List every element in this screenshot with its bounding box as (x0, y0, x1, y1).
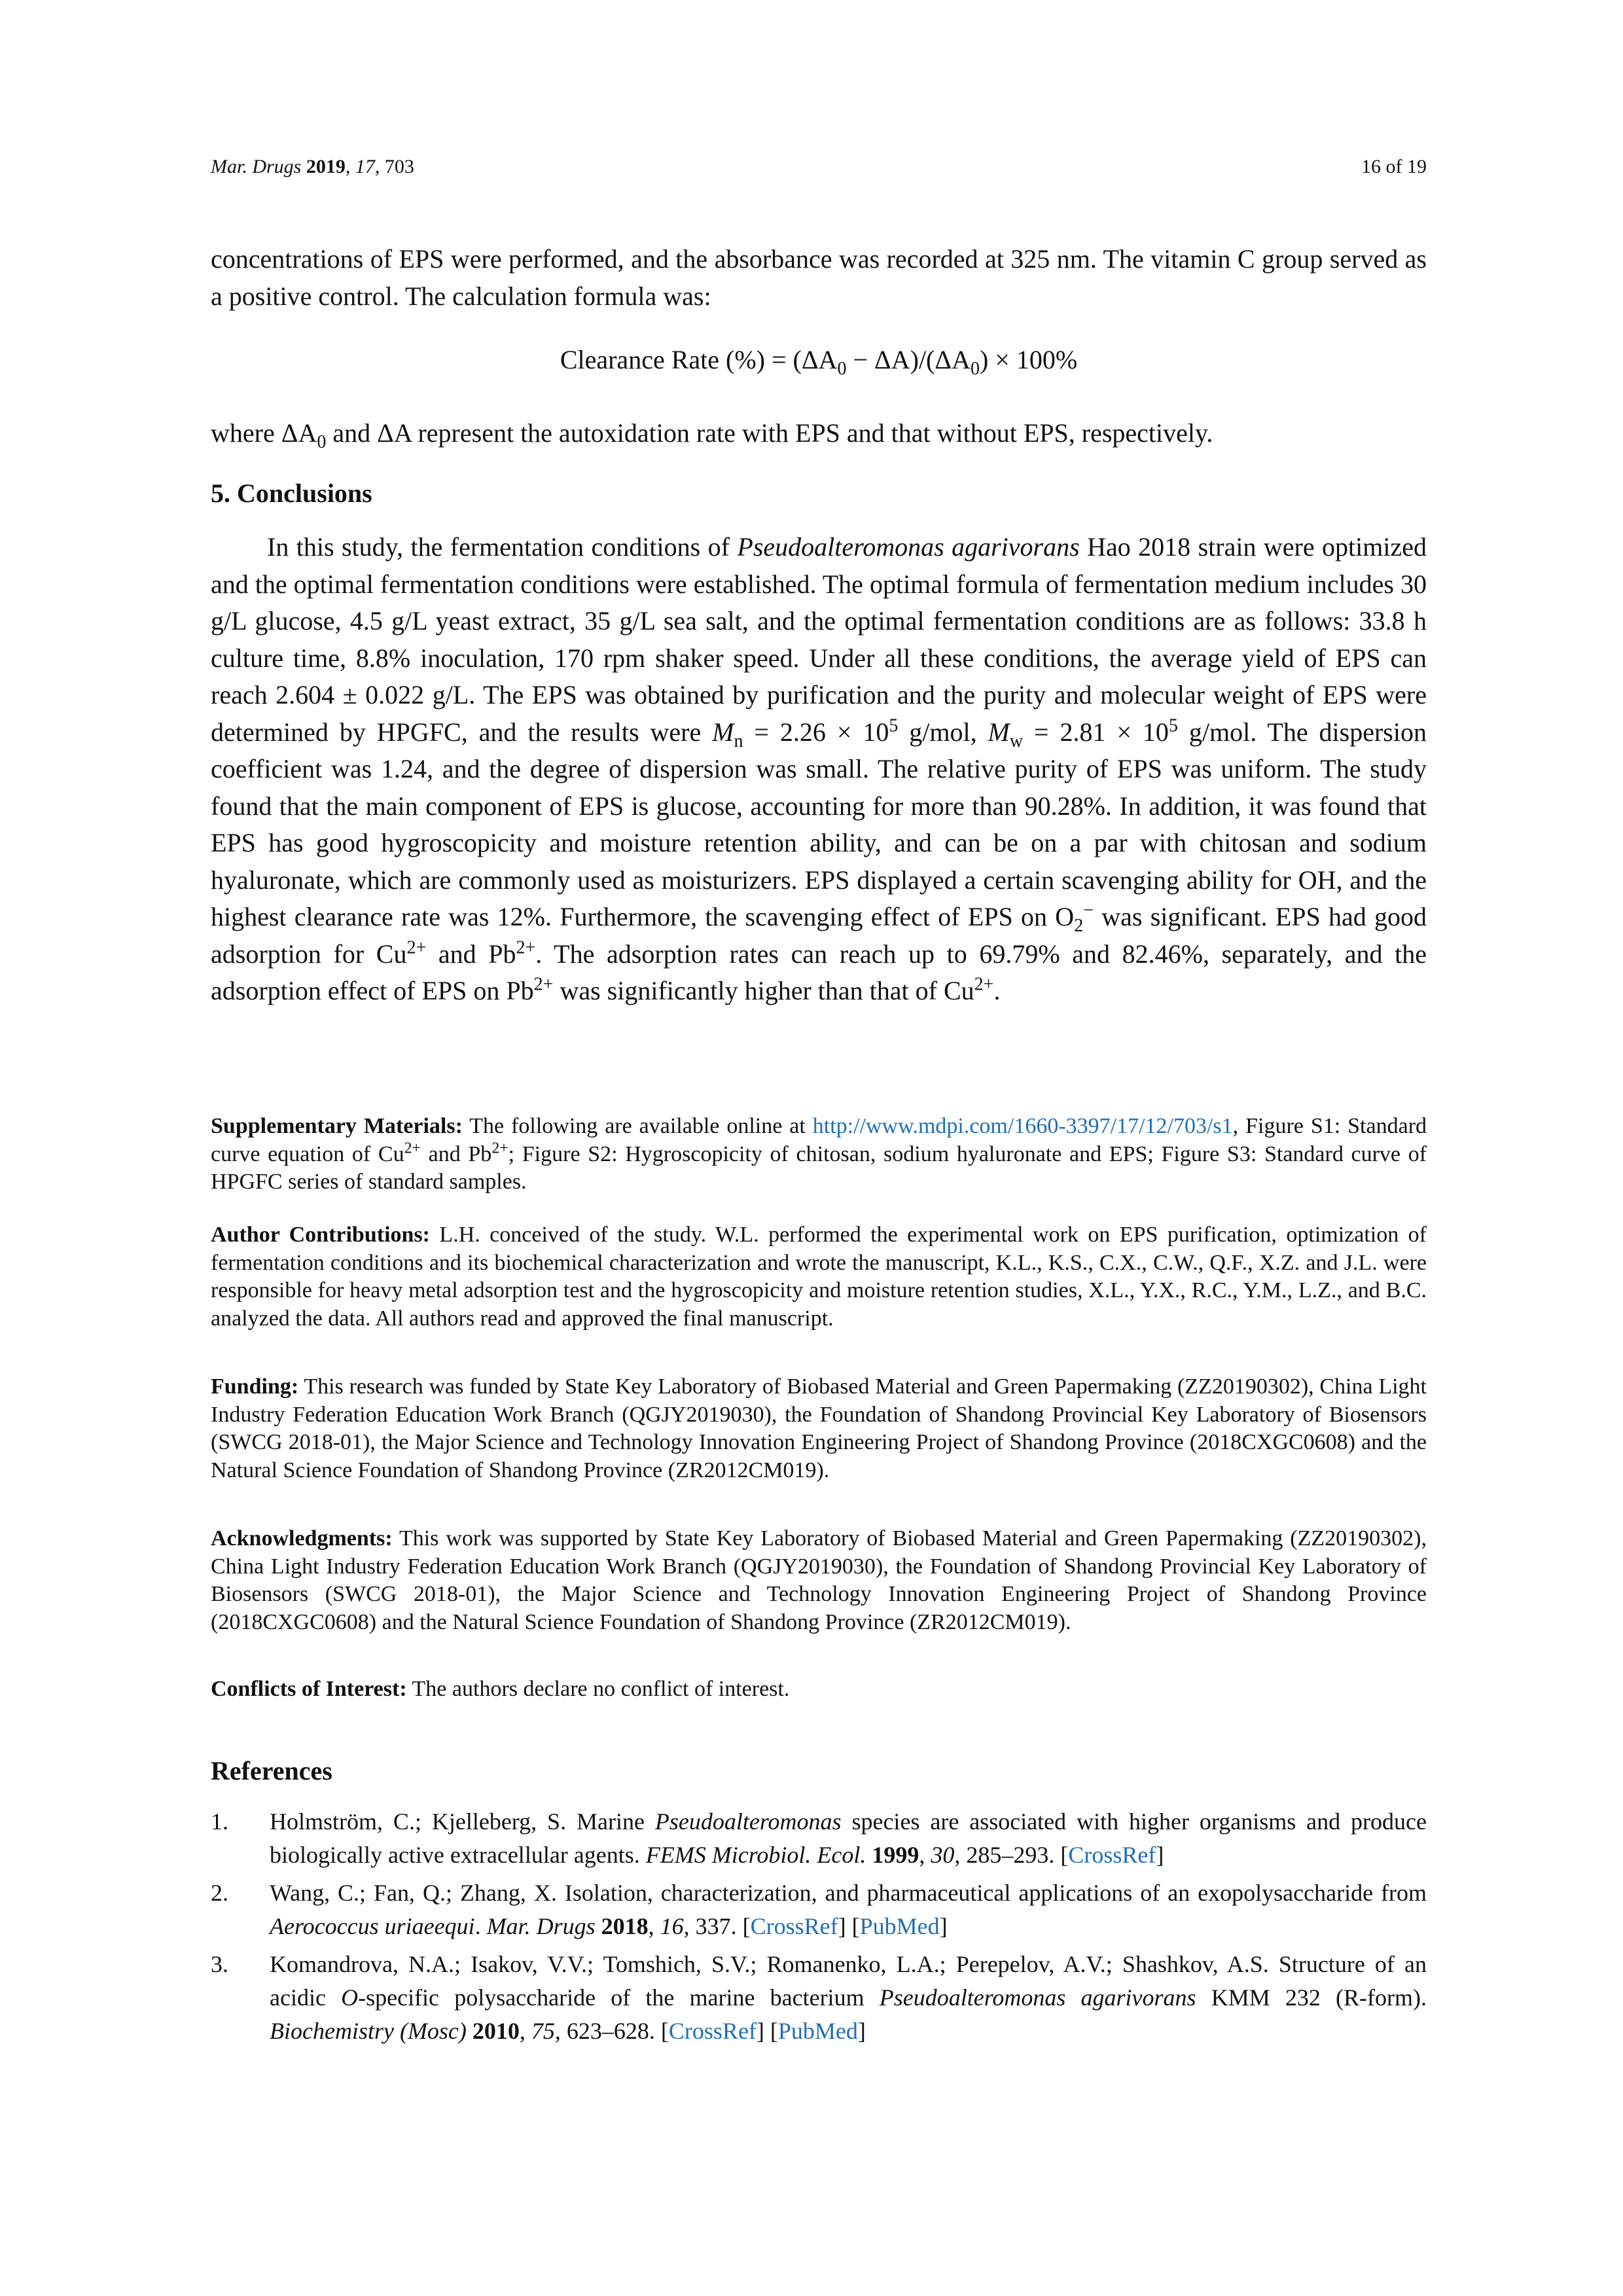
text-run: The authors declare no conflict of interest. (406, 1677, 790, 1701)
conclusions-paragraph (211, 529, 1427, 1010)
journal-citation: Mar. Drugs 2019, 17, 703 (211, 156, 414, 177)
species-name: Pseudoalteromonas agarivorans (737, 532, 1080, 562)
reference-volume: 16 (660, 1913, 684, 1939)
text-run: In this study, the fermentation conditions of (267, 532, 738, 562)
text-run: was significant. EPS had good adsorption for Cu (211, 902, 1427, 969)
text-run: Wang, C.; Fan, Q.; Zhang, X. Isolation, characterization, and pharmaceutical applications of an exopolysaccharide from (270, 1880, 1427, 1906)
reference-item: 3. Komandrova, N.A.; Isakov, V.V.; Tomshich, S.V.; Romanenko, L.A.; Perepelov, A.V.; Shashkov, A.S. Structure of an acidic O-specific polysaccharide of the marine bacterium Pseudoalteromonas agarivorans KMM 232 (R-form). Biochemistry (Mosc) 2010, 75, 623–628. [CrossRef] [PubMed] (211, 1948, 1427, 2048)
math-sup: 2+ (533, 974, 554, 995)
text-run: This research was funded by State Key Laboratory of Biobased Material and Green Papermaking (ZZ20190302), China Light Industry Federation Education Work Branch (QGJY2019030), the Foundation of Shandong Provincial Key Laboratory of Biosensors (SWCG 2018-01), the Major Science and Technology Innovation Engineering Project of Shandong Province (2018CXGC0608) and the Natural Science Foundation of Shandong Province (ZR2012CM019). (211, 1374, 1427, 1482)
text-run: ] (857, 2018, 866, 2044)
text-run: , 623–628. [ (554, 2018, 669, 2044)
math-sup: 2+ (406, 937, 427, 958)
text-run: . The adsorption rates can reach up to 69.79% and 82.46%, separately, and the adsorption effect of EPS on Pb (211, 939, 1427, 1005)
explanation-sub: 0 (317, 432, 327, 452)
italic-run: Aerococcus uriaeequi (270, 1913, 475, 1939)
text-run: . (474, 1913, 487, 1939)
crossref-link[interactable]: CrossRef (750, 1913, 838, 1939)
text-run: = 2.81 × 10 (1023, 717, 1169, 747)
crossref-link[interactable]: CrossRef (1068, 1842, 1156, 1868)
text-run: , 285–293. [ (954, 1842, 1069, 1868)
journal-name: Mar. Drugs (211, 156, 302, 177)
journal-volume: 17 (355, 156, 375, 177)
supplementary-link[interactable]: http://www.mdpi.com/1660-3397/17/12/703/s1 (812, 1114, 1233, 1138)
text-run: Komandrova, N.A.; Isakov, V.V.; Tomshich, S.V.; Romanenko, L.A.; Perepelov, A.V.; Shashkov, A.S. Structure of an acidic (270, 1951, 1427, 2011)
text-run: ] [ (756, 2018, 778, 2044)
explanation-text: and ΔA represent the autoxidation rate with EPS and that without EPS, respectively. (326, 418, 1213, 448)
reference-volume: 30 (931, 1842, 955, 1868)
formula-lhs: Clearance Rate (%) = (ΔA (560, 345, 838, 374)
pubmed-link[interactable]: PubMed (859, 1913, 940, 1939)
author-contributions (211, 1221, 1427, 1333)
back-matter-label: Supplementary Materials: (211, 1114, 463, 1138)
references-title: References (211, 1756, 332, 1785)
text-run: , 337. [ (683, 1913, 751, 1939)
text-run: L.H. conceived of the study. W.L. performed the experimental work on EPS purification, optimization of fermentation conditions and its biochemical characterization and wrote the manuscript, K.L., K.S., C.X., C.W., Q.F., X.Z. and J.L. were responsible for heavy metal adsorption test and the hygroscopicity and moisture retention studies, X.L., Y.X., R.C., Y.M., L.Z., and B.C. analyzed the data. All authors read and approved the final manuscript. (211, 1223, 1427, 1331)
reference-number: 2. (211, 1880, 228, 1906)
text-run: ] (1156, 1842, 1164, 1868)
reference-number: 1. (211, 1808, 228, 1835)
math-sup: 5 (889, 715, 899, 736)
math-symbol: M (712, 717, 734, 747)
text-run: Holmström, C.; Kjelleberg, S. Marine (270, 1808, 655, 1835)
funding (211, 1373, 1427, 1484)
formula-sub: 0 (837, 359, 847, 379)
reference-item: 2. Wang, C.; Fan, Q.; Zhang, X. Isolation, characterization, and pharmaceutical applications of an exopolysaccharide from Aerococcus uriaeequi. Mar. Drugs 2018, 16, 337. [CrossRef] [PubMed] (211, 1876, 1427, 1943)
math-symbol: M (988, 717, 1010, 747)
reference-journal: Biochemistry (Mosc) (270, 2018, 467, 2044)
journal-year: 2019 (306, 156, 346, 177)
article-number: 703 (384, 156, 414, 177)
italic-run: Pseudoalteromonas agarivorans (879, 1984, 1196, 2011)
conflicts-of-interest (211, 1676, 1427, 1704)
text-run: species are associated with higher organisms and produce biologically active extracellular agents. (270, 1808, 1427, 1868)
math-sup: 2+ (516, 937, 536, 958)
text-run: , Figure S1: Standard curve equation of Cu (211, 1114, 1427, 1166)
reference-volume: 75 (531, 2018, 555, 2044)
methods-paragraph: concentrations of EPS were performed, and the absorbance was recorded at 325 nm. The vitamin C group served as a positive control. The calculation formula was: (211, 244, 1427, 311)
crossref-link[interactable]: CrossRef (668, 2018, 757, 2044)
text-run: ] [ (838, 1913, 860, 1939)
math-sup: 2+ (404, 1139, 421, 1157)
section-title-conclusions: 5. Conclusions (211, 478, 372, 508)
acknowledgments (211, 1525, 1427, 1636)
text-run: g/mol. The dispersion coefficient was 1.24, and the degree of dispersion was small. The relative purity of EPS was uniform. The study found that the main component of EPS is glucose, accounting for more than 90.28%. In addition, it was found that EPS has good hygroscopicity and moisture retention ability, and can be on a par with chitosan and sodium hyaluronate, which are commonly used as moisturizers. EPS displayed a certain scavenging ability for OH, and the highest clearance rate was 12%. Furthermore, the scavenging effect of EPS on O (211, 717, 1427, 931)
text-run: g/mol, (898, 717, 988, 747)
text-run: This work was supported by State Key Laboratory of Biobased Material and Green Papermaking (ZZ20190302), China Light Industry Federation Education Work Branch (QGJY2019030), the Foundation of Shandong Provincial Key Laboratory of Biosensors (SWCG 2018-01), the Major Science and Technology Innovation Engineering Project of Shandong Province (2018CXGC0608) and the Natural Science Foundation of Shandong Province (ZR2012CM019). (211, 1526, 1427, 1634)
math-sub: n (734, 730, 743, 751)
formula-explanation (211, 415, 1427, 452)
math-sup: 2+ (974, 974, 994, 995)
back-matter-label: Author Contributions: (211, 1223, 430, 1247)
reference-journal: Mar. Drugs (486, 1913, 596, 1939)
reference-year: 2010 (472, 2018, 520, 2044)
text-run: -specific polysaccharide of the marine bacterium (358, 1984, 880, 2011)
math-sup: − (1083, 900, 1094, 921)
supplementary-materials (211, 1113, 1427, 1196)
reference-number: 3. (211, 1951, 228, 1977)
back-matter-label: Acknowledgments: (211, 1526, 393, 1551)
page-number: 16 of 19 (1361, 156, 1427, 177)
text-run: ] (939, 1913, 948, 1939)
clearance-rate-formula (211, 344, 1427, 379)
back-matter-label: Funding: (211, 1374, 299, 1399)
reference-year: 2018 (601, 1913, 649, 1939)
reference-journal: FEMS Microbiol. Ecol. (645, 1842, 866, 1868)
explanation-text: where ΔA (211, 418, 317, 448)
formula-mid: − ΔA)/(ΔA (846, 345, 971, 374)
formula-sub: 0 (970, 359, 980, 379)
italic-run: O (341, 1984, 359, 2011)
text-run: and Pb (420, 1141, 492, 1166)
pubmed-link[interactable]: PubMed (777, 2018, 858, 2044)
math-sub: w (1009, 730, 1024, 751)
italic-run: Pseudoalteromonas (654, 1808, 842, 1835)
text-run: . (993, 976, 1001, 1005)
math-sup: 2+ (491, 1139, 508, 1157)
math-sub: 2 (1074, 916, 1084, 936)
math-sup: 5 (1168, 715, 1178, 736)
reference-list (211, 1805, 1427, 2053)
back-matter-label: Conflicts of Interest: (211, 1677, 407, 1701)
reference-item: 1. Holmström, C.; Kjelleberg, S. Marine Pseudoalteromonas species are associated with higher organisms and produce biologically active extracellular agents. FEMS Microbiol. Ecol. 1999, 30, 285–293. [CrossRef] (211, 1805, 1427, 1872)
text-run: and Pb (426, 939, 516, 969)
running-header (211, 156, 1427, 182)
text-run: was significantly higher than that of Cu (553, 976, 974, 1005)
formula-rhs: ) × 100% (979, 345, 1078, 374)
text-run: KMM 232 (R-form). (1196, 1984, 1427, 2011)
text-run: ; Figure S2: Hygroscopicity of chitosan, sodium hyaluronate and EPS; Figure S3: Standard curve of HPGFC series of standard samples. (211, 1141, 1427, 1194)
text-run: = 2.26 × 10 (743, 717, 889, 747)
text-run: The following are available online at (462, 1114, 813, 1138)
reference-year: 1999 (872, 1842, 919, 1868)
text-run: Hao 2018 strain were optimized and the optimal fermentation conditions were established. The optimal formula of fermentation medium includes 30 g/L glucose, 4.5 g/L yeast extract, 35 g/L sea salt, and the optimal fermentation conditions are as follows: 33.8 h culture time, 8.8% inoculation, 170 rpm shaker speed. Under all these conditions, the average yield of EPS can reach 2.604 ± 0.022 g/L. The EPS was obtained by purification and the purity and molecular weight of EPS were determined by HPGFC, and the results were (211, 532, 1427, 747)
